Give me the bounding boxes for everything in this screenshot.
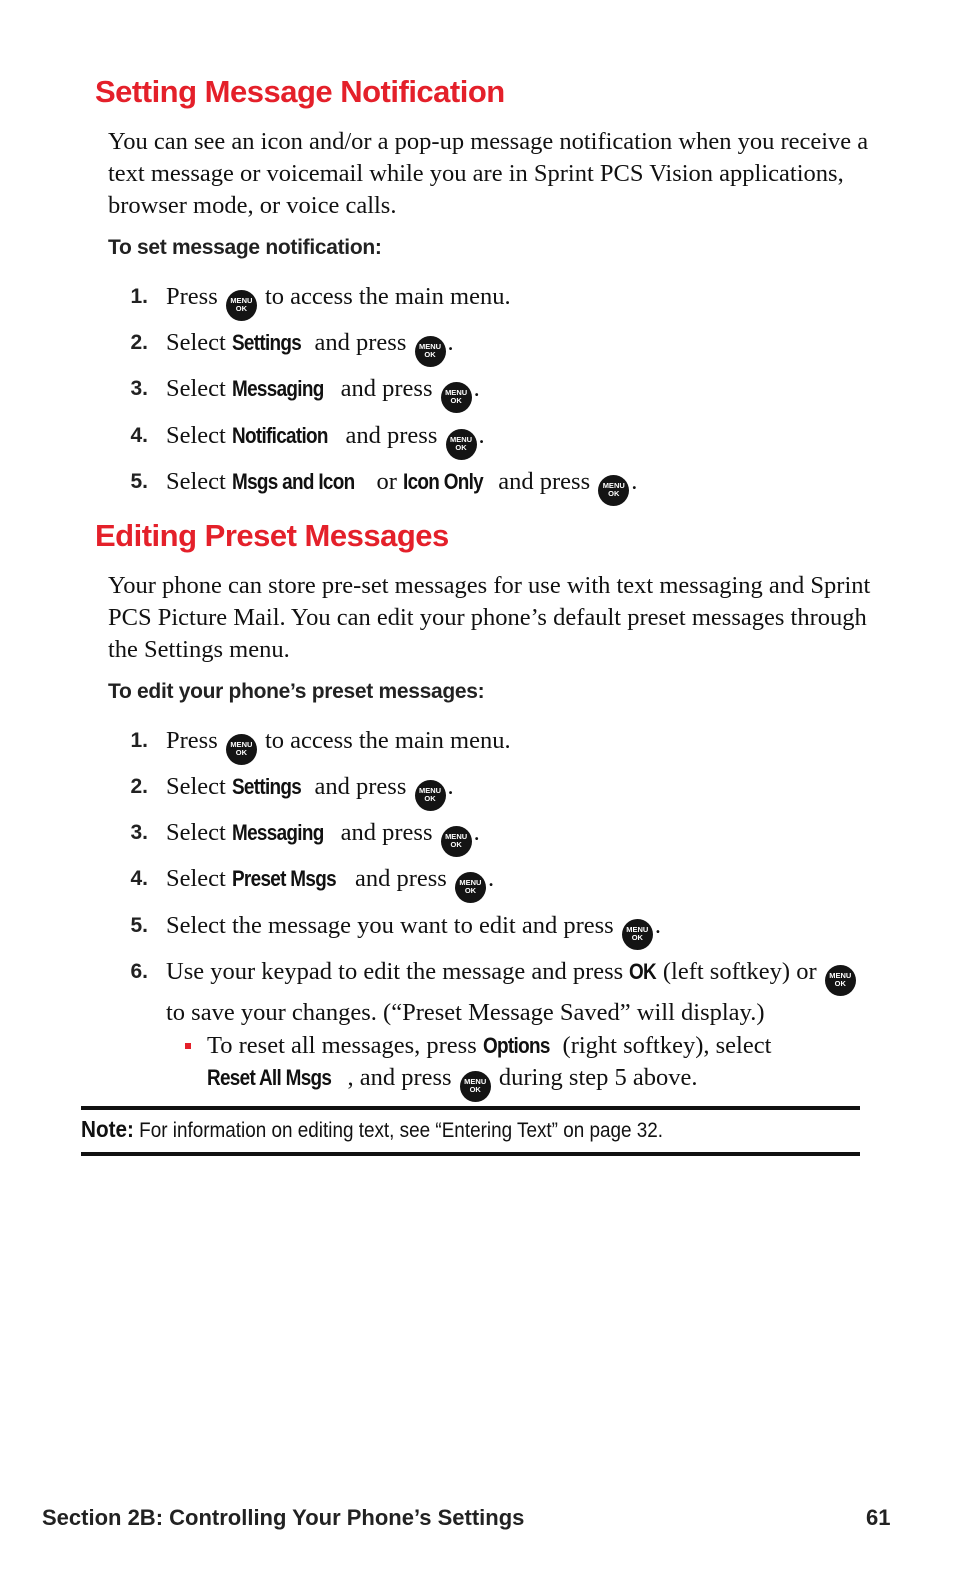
softkey-keyword: OK [629,959,657,984]
menu-ok-key-icon: MENU OK [226,290,257,321]
menu-ok-key-icon: MENU OK [455,872,486,903]
step-number: 3. [130,821,148,844]
menu-ok-key-icon: MENU OK [441,826,472,857]
step-5: 5. Select the message you want to edit and press MENU OK . [120,909,880,950]
menu-keyword: Preset Msgs [232,866,336,891]
menu-keyword: Icon Only [403,469,484,494]
footer-section-title: Section 2B: Controlling Your Phone’s Settings [42,1505,525,1530]
note-label: Note: [81,1116,134,1142]
step-text: to access the main menu. [258,283,511,310]
menu-keyword: Notification [232,423,328,448]
menu-ok-key-icon: MENU OK [441,382,472,413]
step-number: 5. [130,914,148,937]
menu-ok-key-icon: MENU OK [226,734,257,765]
menu-keyword: Reset All Msgs [207,1065,332,1090]
step-number: 1. [130,729,148,752]
bullet-square-icon [185,1043,191,1049]
menu-ok-key-icon: MENU OK [598,475,629,506]
page-number: 61 [866,1505,891,1530]
menu-ok-key-icon: MENU OK [825,965,856,996]
menu-ok-key-icon: MENU OK [460,1071,491,1102]
step-5: 5. Select Msgs and Icon or Icon Only and press MENU OK . [120,465,880,506]
step-2: 2. Select Settings and press MENU OK . [120,326,880,367]
intro-paragraph-preset: Your phone can store pre-set messages for use with text messaging and Sprint PCS Picture Mail. You can edit your phone’s default preset messages through the Settings menu. [108,572,871,663]
subhead-set-notification: To set message notification: [108,236,382,259]
step-number: 2. [130,775,148,798]
step-6: 6. Use your keypad to edit the message and press OK (left softkey) or MENU OK to save your changes. (“Preset Message Saved” will display.) [120,955,880,1030]
step-2: 2. Select Settings and press MENU OK . [120,770,880,811]
subhead-edit-preset: To edit your phone’s preset messages: [108,680,485,703]
step-number: 2. [130,331,148,354]
section-title-notification: Setting Message Notification [95,74,505,109]
menu-keyword: Msgs and Icon [232,469,355,494]
note-text: For information on editing text, see “Entering Text” on page 32. [133,1119,664,1142]
step-number: 5. [130,470,148,493]
step-1: 1. Press MENU OK to access the main menu. [120,724,880,765]
softkey-keyword: Options [482,1033,550,1058]
menu-keyword: Settings [232,774,302,799]
step-number: 6. [130,960,148,983]
note-box [81,1106,860,1156]
menu-ok-key-icon: MENU OK [446,429,477,460]
bullet-reset-messages: To reset all messages, press Options (right softkey), select Reset All Msgs , and press MENU OK during step 5 above. [185,1030,875,1102]
menu-ok-key-icon: MENU OK [622,919,653,950]
step-4: 4. Select Notification and press MENU OK . [120,419,880,460]
menu-ok-key-icon: MENU OK [415,336,446,367]
step-1 [120,280,880,321]
menu-keyword: Messaging [232,820,324,845]
step-3: 3. Select Messaging and press MENU OK . [120,816,880,857]
step-text: Press [166,283,224,310]
step-number: 4. [130,867,148,890]
intro-paragraph-notification: You can see an icon and/or a pop-up message notification when you receive a text message or voicemail while you are in Sprint PCS Vision applications, browser mode, or voice calls. [108,128,869,219]
step-3: 3. Select Messaging and press MENU OK . [120,372,880,413]
section-title-preset: Editing Preset Messages [95,518,449,553]
menu-keyword: Messaging [232,376,324,401]
menu-keyword: Settings [232,330,302,355]
step-number: 4. [130,424,148,447]
step-number: 3. [130,377,148,400]
menu-ok-key-icon: MENU OK [415,780,446,811]
step-4: 4. Select Preset Msgs and press MENU OK . [120,862,880,903]
step-number: 1. [130,285,148,308]
